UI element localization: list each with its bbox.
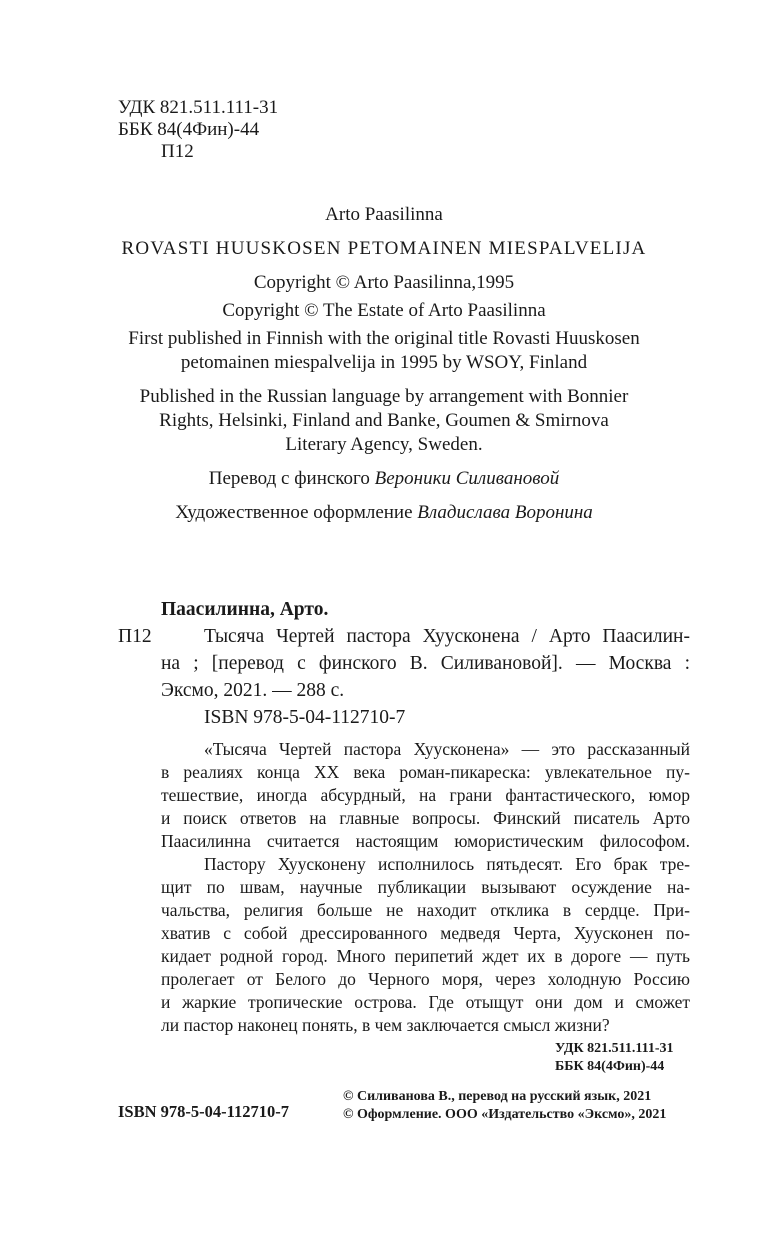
annotation-line: «Тысяча Чертей пастора Хуусконена» — это рассказанный [204,739,690,759]
translation-label: Перевод с финского [208,468,375,489]
annotation-line: тешествие, иногда абсурдный, на грани фантастического, юмор [161,785,690,805]
annotation-line: ли пастор наконец понять, в чем заключается смысл жизни? [161,1015,610,1035]
annotation-line: в реалиях конца XX века роман-пикареска: увлекательное пу- [161,762,690,782]
first-published-line-2: petomainen miespalvelija in 1995 by WSOY, Finland [180,352,588,373]
annotation-line: и жаркие тропические острова. Где отыщут они дом и сможет [161,992,690,1012]
copyright-author: Copyright © Arto Paasilinna,1995 [253,272,515,293]
footer-udk: УДК 821.511.111-31 [555,1041,674,1056]
footer-isbn: ISBN 978-5-04-112710-7 [118,1102,289,1121]
footer-bbk: ББК 84(4Фин)-44 [555,1059,665,1074]
annotation-line: хватив с собой дрессированного медведя Черта, Хуусконен по- [161,923,690,943]
copyright-translation: © Силиванова В., перевод на русский язык, 2021 [343,1089,652,1104]
translation-credit [0,468,768,490]
russian-publication-line-1: Published in the Russian language by arrangement with Bonnier [139,386,629,407]
bibliographic-line-1: Тысяча Чертей пастора Хуусконена / Арто Паасилин- [204,626,690,647]
russian-publication-line-3: Literary Agency, Sweden. [285,434,483,455]
annotation-line: и поиск ответов на главные вопросы. Финский писатель Арто [161,808,690,828]
designer-name: Владислава Воронина [417,502,593,523]
bbk-code: ББК 84(4Фин)-44 [118,119,260,140]
design-credit [0,502,768,524]
original-author: Arto Paasilinna [325,204,443,225]
annotation-line: чальства, религия больше не находит отклика в сердце. При- [161,900,690,920]
russian-publication-line-2: Rights, Helsinki, Finland and Banke, Goumen & Smirnova [159,410,609,431]
annotation-line: Пастору Хуусконену исполнилось пятьдесят. Его брак тре- [204,854,690,874]
udk-code: УДК 821.511.111-31 [118,97,279,118]
annotation-line: кидает родной город. Много перипетий ждет их в дороге — путь [161,946,690,966]
bibliographic-sign: П12 [118,626,152,647]
first-published-line-1: First published in Finnish with the original title Rovasti Huuskosen [128,328,640,349]
bibliographic-line-3: Эксмо, 2021. — 288 с. [161,680,345,701]
author-sign: П12 [161,141,194,162]
bibliographic-heading: Паасилинна, Арто. [161,599,329,620]
bibliographic-line-2: на ; [перевод с финского В. Силивановой]. — Москва : [161,653,690,674]
annotation-line: пролегает от Белого до Черного моря, через холодную Россию [161,969,690,989]
original-title: ROVASTI HUUSKOSEN PETOMAINEN MIESPALVELIJA [121,238,647,259]
annotation-line: Паасилинна считается настоящим юмористическим философом. [161,831,690,851]
copyright-design: © Оформление. ООО «Издательство «Эксмо», 2021 [343,1107,667,1122]
annotation-line: щит по швам, научные публикации вызывают осуждение на- [161,877,690,897]
translator-name: Вероники Силивановой [374,468,560,489]
copyright-estate: Copyright © The Estate of Arto Paasilinna [222,300,546,321]
design-label: Художественное оформление [175,502,418,523]
bibliographic-isbn: ISBN 978-5-04-112710-7 [204,707,406,728]
